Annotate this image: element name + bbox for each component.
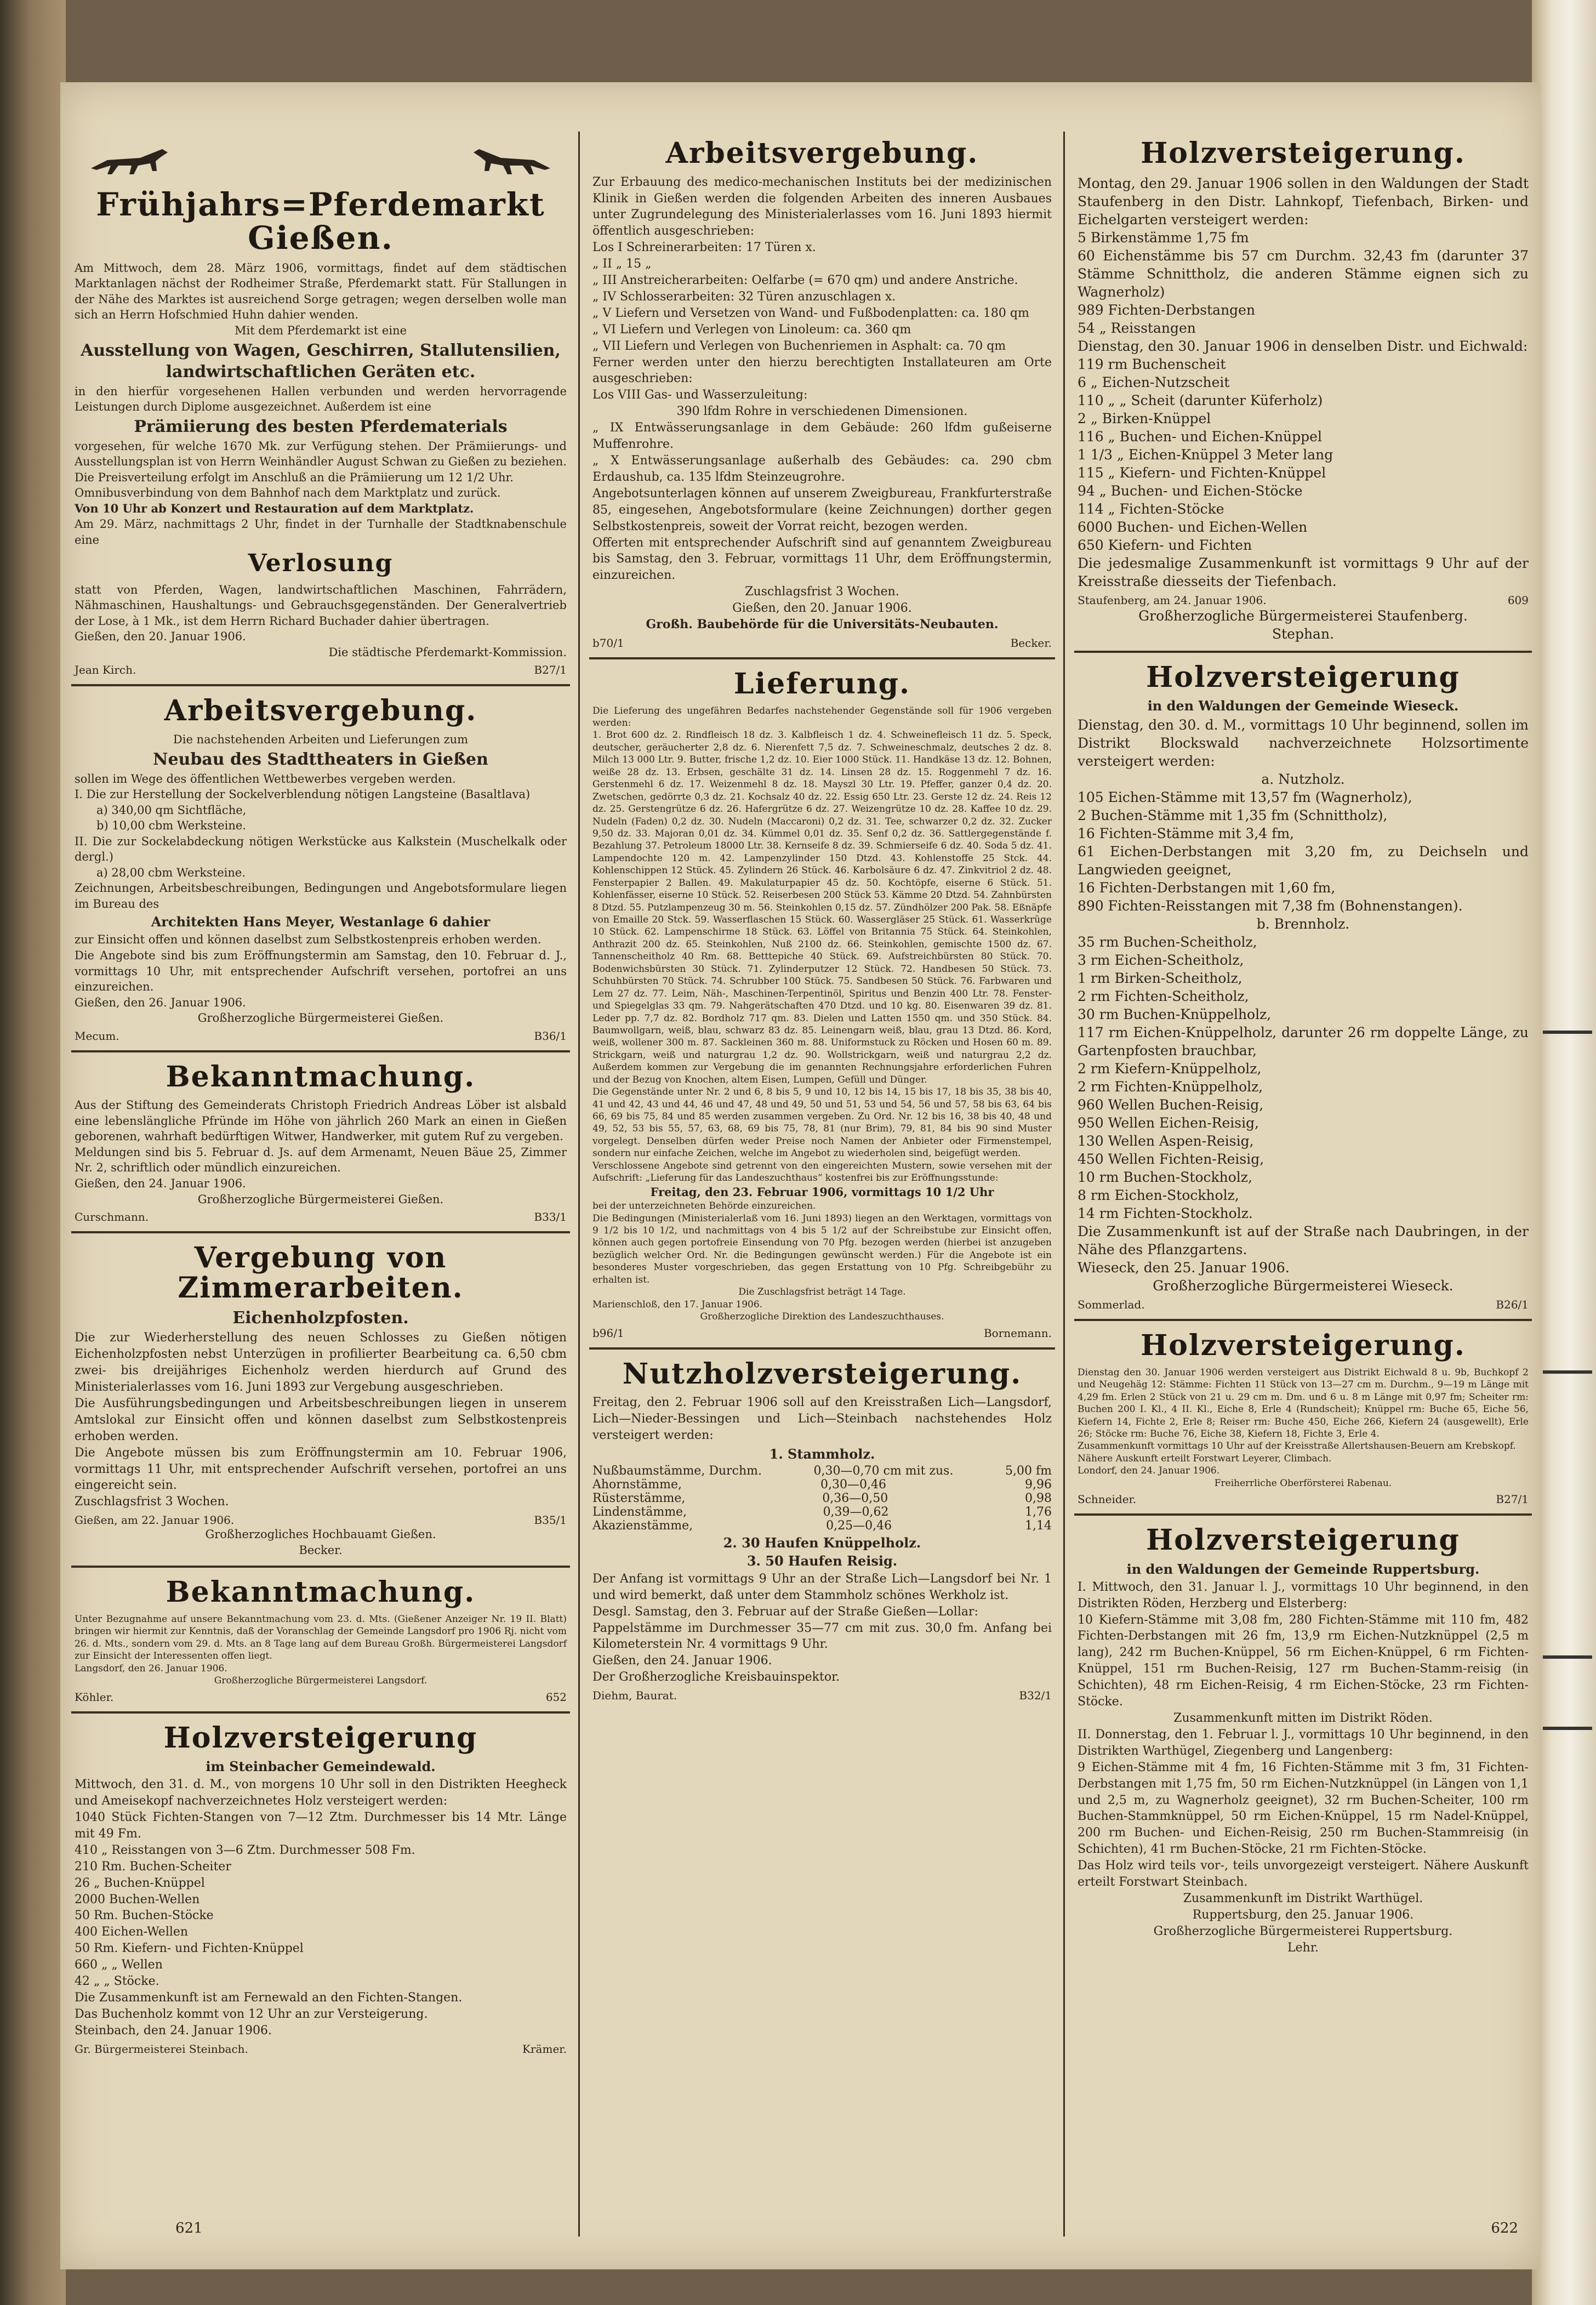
ad-signature: Großh. Baubehörde für die Universitäts-Neubauten. bbox=[646, 617, 999, 632]
ad-list-item: 6000 Buchen- und Eichen-Wellen bbox=[1078, 519, 1308, 535]
table-cell: 0,30—0,46 bbox=[820, 1477, 886, 1492]
ad-text: vorgesehen, für welche 1670 Mk. zur Verfügung stehen. Der Prämiierungs- und Ausstellungsplan ist von Herrn Weinhändler August Schwan zu Gießen zu beziehen. Die Preisverteilung erfolgt im Anschluß an die Prämiierung um 12 1/2 Uhr. bbox=[75, 439, 567, 484]
ad-text: Montag, den 29. Januar 1906 sollen in den Waldungen der Stadt Staufenberg in den Distr. Lahnkopf, Tiefenbach, Birken- und Eichelgarten versteigert werden: bbox=[1078, 175, 1529, 227]
ad-signature: Mecum. bbox=[75, 1029, 119, 1043]
ad-text: Die Bedingungen (Ministerialerlaß vom 16. Juni 1893) liegen an den Werktagen, vormittags von 9 1/2 bis 10 1/2, und nachmittags von 4 bis 5 1/2 auf der Schreibstube zur Einsicht offen, können auch gegen portofreie Einsendung von 70 Pfg. bezogen werden (hierbei ist anzugeben bezüglich welcher Ord. Nr. die Bedingungen gewünscht werden.) Für die Angebote ist ein besonderes Muster vorgeschrieben, das gegen Erstattung von 10 Pfg. Schreibgebühr zu erhalten ist. bbox=[592, 1213, 1052, 1285]
ad-text: 390 lfdm Rohre in verschiedenen Dimensionen. bbox=[676, 405, 968, 419]
ad-subheading: Ausstellung von Wagen, Geschirren, Stallutensilien, bbox=[81, 340, 561, 360]
ad-list-item: „ III Anstreicherarbeiten: Oelfarbe (= 670 qm) und andere Anstriche. bbox=[592, 274, 1018, 288]
ad-list-item: „ V Liefern und Versetzen von Wand- und Fußbodenplatten: ca. 180 qm bbox=[592, 306, 1029, 320]
ad-list-item: 114 „ Fichten-Stöcke bbox=[1078, 500, 1224, 517]
ad-text: Zuschlagsfrist 3 Wochen. bbox=[75, 1495, 229, 1509]
ad-signature: Curschmann. bbox=[75, 1210, 149, 1224]
ad-list-item: 2 rm Fichten-Scheitholz, bbox=[1078, 988, 1249, 1005]
ad-title: Holzversteigerung. bbox=[1141, 1329, 1466, 1363]
ad-title: Bekanntmachung. bbox=[166, 1575, 476, 1609]
ad-list-item: 116 „ Buchen- und Eichen-Knüppel bbox=[1078, 428, 1322, 445]
ad-signature: Großherzogliche Bürgermeisterei Langsdorf. bbox=[214, 1675, 428, 1687]
ad-text: Nähere Auskunft erteilt Forstwart Leyerer, Climbach. bbox=[1078, 1453, 1332, 1464]
ad-list-item: 16 Fichten-Derbstangen mit 1,60 fm, bbox=[1078, 880, 1336, 896]
ad-title: Lieferung. bbox=[733, 667, 911, 701]
table-cell: 0,36—0,50 bbox=[822, 1491, 888, 1505]
ad-text: Zeichnungen, Arbeitsbeschreibungen, Bedingungen und Angebotsformulare liegen im Bureau des bbox=[75, 881, 567, 910]
ad-date: Gießen, den 26. Januar 1906. bbox=[75, 995, 246, 1009]
ad-holz-staufenberg bbox=[1074, 129, 1532, 653]
ad-deadline: Freitag, den 23. Februar 1906, vormittags 10 1/2 Uhr bbox=[650, 1185, 994, 1199]
ad-text: Angebotsunterlagen können auf unserem Zweigbureau, Frankfurterstraße 85, eingesehen, Angebotsformulare (keine Zeichnungen) dorther gegen Selbstkostenpreis, soweit der Vorrat reicht, bezogen werden. bbox=[592, 486, 1052, 533]
ad-list-item: 410 „ Reisstangen von 3—6 Ztm. Durchmesser 508 Fm. bbox=[75, 1843, 415, 1857]
column-rule bbox=[1063, 132, 1065, 2236]
ad-subtitle: Verlosung bbox=[248, 549, 394, 578]
ad-bekanntmachung-langsdorf bbox=[71, 1568, 570, 1713]
ad-text: Zusammenkunft vormittags 10 Uhr auf der Kreisstraße Allertshausen-Beuern am Krebskopf. bbox=[1078, 1441, 1516, 1452]
ad-signature: Köhler. bbox=[75, 1690, 114, 1704]
ad-text: bei der unterzeichneten Behörde einzureichen. bbox=[592, 1200, 816, 1212]
ad-text: Dienstag den 30. Januar 1906 werden versteigert aus Distrikt Eichwald 8 u. 9b, Buchkopf 2 und Neugehäg 12: Stämme: Fichten 11 Stück von 13—27 cm m. Durchm., 9—19 m Länge mit 4,29 fm. Erlen 2 Stück von 21 u. 29 cm m. Dm. und 6 u. 8 m Länge mit 0,97 fm; Scheiter rm: Buchen 200 I. Kl., 4 II. Kl., Eiche 8, Erle 4 (Rundscheit); Knüppel rm: Buche 65, Eiche 56, Kiefern 14, Fichte 2, Erle 8; Reiser rm: Buche 450, Eiche 266, Kiefern 24 (ausgewellt), Erle 26; Stöcke rm: Buche 76, Eiche 38, Kiefern 18, Fichte 3, Erle 4. bbox=[1078, 1367, 1529, 1439]
ad-subheading: Neubau des Stadttheaters in Gießen bbox=[153, 749, 488, 769]
ad-text: Aus der Stiftung des Gemeinderats Christoph Friedrich Andreas Löber ist alsbald eine lebenslängliche Pfründe im Höhe von jährlich 260 Mark an einen in Gießen geborenen, wahrhaft bedürftigen Witwer, Handwerker, mit gutem Ruf zu vergeben. bbox=[75, 1099, 567, 1143]
ad-text: Zuschlagsfrist 3 Wochen. bbox=[745, 585, 899, 599]
ad-list-item: I. Die zur Herstellung der Sockelverblendung nötigen Langsteine (Basaltlava) bbox=[75, 788, 531, 801]
ad-bekanntmachung-stiftung bbox=[71, 1052, 570, 1233]
ad-list-item: 6 „ Eichen-Nutzscheit bbox=[1078, 374, 1230, 390]
horse-icon bbox=[468, 138, 556, 182]
ad-list-item: 3 rm Eichen-Scheitholz, bbox=[1078, 952, 1244, 969]
table-cell: Rüsterstämme, bbox=[592, 1491, 686, 1505]
table-cell: 0,39—0,62 bbox=[823, 1505, 889, 1519]
column-2 bbox=[589, 129, 1055, 2247]
ad-code: B26/1 bbox=[1496, 1298, 1529, 1312]
ad-signature: Großherzogliche Direktion des Landeszuchthauses. bbox=[700, 1311, 944, 1323]
ad-code: b70/1 bbox=[592, 636, 624, 650]
page-number: 621 bbox=[175, 2220, 203, 2236]
table-row bbox=[592, 1478, 1052, 1492]
ad-lieferung bbox=[589, 659, 1055, 1350]
column-rule bbox=[578, 132, 580, 2236]
ad-list-item: 30 rm Buchen-Knüppelholz, bbox=[1078, 1006, 1272, 1023]
ad-code: B27/1 bbox=[534, 663, 567, 677]
ad-text: Zur Erbauung des medico-mechanischen Instituts bei der medizinischen Klinik in Gießen werden die folgenden Arbeiten des inneren Ausbaues unter Zugrundelegung des Ministerialerlasses vom 16. Juni 1893 hiermit öffentlich ausgeschrieben: bbox=[592, 175, 1052, 238]
ad-list-item: 110 „ „ Scheit (darunter Küferholz) bbox=[1078, 392, 1323, 408]
ad-code: B36/1 bbox=[534, 1029, 567, 1043]
next-page-edge bbox=[1532, 0, 1596, 2305]
ad-subheading: Eichenholzpfosten. bbox=[232, 1308, 409, 1328]
ad-list-item: 16 Fichten-Stämme mit 3,4 fm, bbox=[1078, 826, 1295, 842]
ad-subheading: b. Brennholz. bbox=[1256, 916, 1350, 932]
ad-list-item: 450 Wellen Fichten-Reisig, bbox=[1078, 1151, 1264, 1168]
ad-list-item: „ II „ 15 „ bbox=[592, 257, 652, 271]
ad-arbeitsvergebung-theater bbox=[71, 686, 570, 1052]
ad-text: Unter Bezugnahme auf unsere Bekanntmachung vom 23. d. Mts. (Gießener Anzeiger Nr. 19 II. Blatt) bringen wir hiermit zur Kenntnis, daß der Voranschlag der Gemeinde Langsdorf pro 1906 Rj. nicht vom 26. d. Mts., sondern vom 29. d. Mts. an 8 Tage lang auf dem Bureau Großh. Bürgermeisterei Langsdorf zur Einsicht der Interessenten offen liegt. bbox=[75, 1613, 567, 1662]
ad-subheading: landwirtschaftlichen Geräten etc. bbox=[166, 362, 476, 382]
ad-signature: Becker. bbox=[1010, 636, 1052, 650]
ad-list-item: 5 Birkenstämme 1,75 fm bbox=[1078, 229, 1249, 246]
ad-text: Freitag, den 2. Februar 1906 soll auf den Kreisstraßen Lich—Langsdorf, Lich—Nieder-Bessingen und Lich—Steinbach nachstehendes Holz versteigert werden: bbox=[592, 1396, 1052, 1442]
ad-text: Die Angebote müssen bis zum Eröffnungstermin am 10. Februar 1906, vormittags 11 Uhr, mit entsprechender Aufschrift versehen, portofrei an uns eingereicht sein. bbox=[75, 1445, 567, 1493]
table-cell: 0,25—0,46 bbox=[826, 1518, 892, 1533]
table-row bbox=[592, 1519, 1052, 1533]
ad-code: b96/1 bbox=[592, 1326, 624, 1340]
ad-date: Staufenberg, am 24. Januar 1906. bbox=[1078, 593, 1267, 607]
newspaper-page bbox=[60, 82, 1540, 2269]
ad-signature: Freiherrliche Oberförsterei Rabenau. bbox=[1214, 1477, 1392, 1489]
ad-subheading: Architekten Hans Meyer, Westanlage 6 dahier bbox=[151, 914, 491, 930]
ad-text: „ IX Entwässerungsanlage in dem Gebäude: 260 lfdm gußeiserne Muffenrohre. bbox=[592, 421, 1052, 452]
ad-list-item: 10 rm Buchen-Stockholz, bbox=[1078, 1169, 1252, 1186]
ad-date: Ruppertsburg, den 25. Januar 1906. bbox=[1192, 1908, 1414, 1922]
ad-title: Nutzholzversteigerung. bbox=[622, 1357, 1022, 1391]
ad-list-item: 400 Eichen-Wellen bbox=[75, 1925, 189, 1939]
ad-title: Vergebung von Zimmerarbeiten. bbox=[178, 1241, 464, 1305]
ad-title: Holzversteigerung bbox=[1146, 1523, 1460, 1557]
ad-list-item: „ IV Schlosserarbeiten: 32 Türen anzuschlagen x. bbox=[592, 289, 896, 304]
ad-text: Ferner werden unter den hierzu berechtigten Installateuren am Orte ausgeschrieben: bbox=[592, 355, 1052, 386]
ad-list-item: „ VII Liefern und Verlegen von Buchenriemen in Asphalt: ca. 70 qm bbox=[592, 339, 1006, 353]
ad-list-item: 1040 Stück Fichten-Stangen von 7—12 Ztm. Durchmesser bis 14 Mtr. Länge mit 49 Fm. bbox=[75, 1811, 567, 1841]
ad-title: Arbeitsvergebung. bbox=[665, 136, 979, 170]
ad-text: Zusammenkunft im Distrikt Warthügel. bbox=[1183, 1891, 1423, 1905]
ad-title: Holzversteigerung bbox=[1146, 660, 1460, 694]
ad-text: Die Angebote sind bis zum Eröffnungstermin am Samstag, den 10. Februar d. J., vormittags 10 Uhr, mit entsprechender Aufschrift versehen, portofrei an uns einzureichen. bbox=[75, 948, 567, 994]
ad-text: sollen im Wege des öffentlichen Wettbewerbes vergeben werden. bbox=[75, 772, 456, 786]
ad-text: Am Mittwoch, dem 28. März 1906, vormittags, findet auf dem städtischen Marktanlagen nächst der Rodheimer Straße, Pferdemarkt statt. Für Stallungen in der Nähe des Marktes ist ausreichend Sorge getragen; wegen derselben wolle man sich an Herrn Hofschmied Huhn dahier wenden. bbox=[75, 261, 567, 322]
table-cell: Akazienstämme, bbox=[592, 1518, 693, 1533]
ad-signature: Diehm, Baurat. bbox=[592, 1689, 677, 1703]
table-cell: 1,76 bbox=[1025, 1505, 1052, 1519]
ad-signature: Jean Kirch. bbox=[75, 663, 136, 677]
ad-code: B35/1 bbox=[534, 1513, 567, 1527]
ad-text: Das Holz wird teils vor-, teils unvorgezeigt versteigert. Nähere Auskunft erteilt Forstwart Steinbach. bbox=[1078, 1859, 1529, 1889]
ad-list-item: 61 Eichen-Derbstangen mit 3,20 fm, zu Deichseln und Langwieden geeignet, bbox=[1078, 844, 1529, 878]
table-row bbox=[592, 1464, 1052, 1478]
ad-text: 10 Kiefern-Stämme mit 3,08 fm, 280 Fichten-Stämme mit 110 fm, 482 Fichten-Derbstangen mit 26 fm, 13,9 rm Eichen-Nutzknüppel (2,5 m lang), 242 rm Buchen-Knüppel, 56 rm Eichen-Knüppel, 6 rm Fichten-Knüppel, 151 rm Buchen-Reisig, 127 rm Buchen-Stamm-reisig (in Schichten), 48 rm Eichen-Reisig, 4 rm Eichen-Stöcke, 23 rm Fichten-Stöcke. bbox=[1078, 1613, 1529, 1709]
ad-signature: Gr. Bürgermeisterei Steinbach. bbox=[75, 2042, 248, 2056]
ad-list-item: II. Die zur Sockelabdeckung nötigen Werkstücke aus Kalkstein (Muschelkalk oder dergl.) bbox=[75, 834, 567, 864]
ad-text: Das Buchenholz kommt von 12 Uhr an zur Versteigerung. bbox=[75, 2007, 428, 2021]
ad-text: Die Lieferung des ungefähren Bedarfes nachstehender Gegenstände soll für 1906 vergeben werden: bbox=[592, 705, 1052, 729]
table-cell: Ahornstämme, bbox=[592, 1477, 682, 1492]
ad-subheading: 1. Stammholz. bbox=[769, 1445, 875, 1462]
ad-code: 652 bbox=[545, 1690, 567, 1704]
ad-text: in den hierfür vorgesehenen Hallen verbunden und werden hervorragende Leistungen durch Diplome ausgezeichnet. Außerdem ist eine bbox=[75, 384, 567, 414]
ad-date: Gießen, den 20. Januar 1906. bbox=[732, 601, 912, 616]
ad-text: Los VIII Gas- und Wasserzuleitung: bbox=[592, 388, 808, 402]
ad-subheading: 3. 50 Haufen Reisig. bbox=[746, 1552, 898, 1569]
ad-text: Dienstag, den 30. d. M., vormittags 10 Uhr beginnend, sollen im Distrikt Blockswald nachverzeichnete Holzsortimente versteigert werden: bbox=[1078, 717, 1529, 770]
ad-text: Verschlossene Angebote sind getrennt von den eingereichten Mustern, sowie versehen mit der Aufschrift: „Lieferung für das Landeszuchthaus“ kostenfrei bis zur Eröffnungsstunde: bbox=[592, 1160, 1052, 1184]
ad-text: Die Zuschlagsfrist beträgt 14 Tage. bbox=[738, 1287, 906, 1298]
ad-list-item: 2 „ Birken-Knüppel bbox=[1078, 410, 1211, 426]
ad-list-item: Los I Schreinerarbeiten: 17 Türen x. bbox=[592, 241, 816, 255]
ad-date: Steinbach, den 24. Januar 1906. bbox=[75, 2023, 272, 2037]
ad-list-item: 94 „ Buchen- und Eichen-Stöcke bbox=[1078, 482, 1303, 499]
ad-date: Londorf, den 24. Januar 1906. bbox=[1078, 1465, 1220, 1477]
ad-list-item: 50 Rm. Kiefern- und Fichten-Knüppel bbox=[75, 1942, 304, 1956]
ad-text: statt von Pferden, Wagen, landwirtschaftlichen Maschinen, Fahrrädern, Nähmaschinen, Haushaltungs- und Gebrauchsgegenständen. Der Generalvertrieb der Lose, à 1 Mk., ist dem Herrn Richard Buchader dahier übertragen. bbox=[75, 583, 567, 628]
ad-signature: Stephan. bbox=[1272, 625, 1335, 642]
ad-signature: Der Großherzogliche Kreisbauinspektor. bbox=[592, 1670, 840, 1684]
ad-list-item: 1 rm Birken-Scheitholz, bbox=[1078, 970, 1242, 987]
ad-list-item: a) 340,00 qm Sichtfläche, bbox=[96, 803, 247, 817]
ad-text: Die Gegenstände unter Nr. 2 und 6, 8 bis 5, 9 und 10, 12 bis 14, 15 bis 17, 18 bis 35, 38 bis 40, 41 und 42, 43 und 44, 46 und 47, 48 und 49, 50 und 51, 53 und 54, 56 und 57, 58 bis 63, 64 bis 66, 69 bis 75, 84 und 85 werden zusammen vergeben. Zu Ord. Nr. 12 bis 16, 38 bis 40, 48 und 49, 52, 53 bis 55, 57, 63, 68, 69 bis 75, 78, 81 (nur Brim), 79, 81, 84 bis 90 sind Muster vorgelegt. Denselben dürfen weder Preise noch Namen der Anbieter oder Firmenstempel, sondern nur einfache Zeichen, welche im Angebot zu wiederholen sind, beigefügt werden. bbox=[592, 1086, 1052, 1159]
ad-list-item: 960 Wellen Buchen-Reisig, bbox=[1078, 1097, 1264, 1113]
table-row bbox=[592, 1505, 1052, 1519]
ad-list-item: „ VI Liefern und Verlegen von Linoleum: ca. 360 qm bbox=[592, 322, 911, 337]
ad-list-item: 42 „ „ Stöcke. bbox=[75, 1974, 159, 1989]
ad-date: Langsdorf, den 26. Januar 1906. bbox=[75, 1663, 227, 1674]
ad-list-item: 1 1/3 „ Eichen-Knüppel 3 Meter lang bbox=[1078, 446, 1333, 463]
ad-holz-ruppertsburg bbox=[1074, 1516, 1532, 1963]
ad-pferdemarkt bbox=[71, 129, 570, 686]
ad-text: 9 Eichen-Stämme mit 4 fm, 16 Fichten-Stämme mit 3 fm, 31 Fichten-Derbstangen mit 1,75 fm, 50 rm Eichen-Nutzknüppel (in Längen von 1,1 und 2,5 m, zu Wagnerholz geeignet), 32 rm Buchen-Scheiter, 100 rm Buchen-Stammknüppel, 50 rm Eichen-Knüppel, 15 rm Nadel-Knüppel, 200 rm Buchen- und Eichen-Reisig, 250 rm Buchen-Stammreisig (in Schichten), 41 rm Buchen-Stöcke, 21 rm Fichten-Stöcke. bbox=[1078, 1760, 1529, 1857]
ad-list-item: 26 „ Buchen-Knüppel bbox=[75, 1876, 205, 1890]
ad-text: Die Ausführungsbedingungen und Arbeitsbeschreibungen liegen in unserem Amtslokal zur Einsicht offen und können daselbst zum Selbstkostenpreis erhoben werden. bbox=[75, 1396, 567, 1443]
table-cell: 1,14 bbox=[1025, 1518, 1052, 1533]
ad-list-item: 119 rm Buchenscheit bbox=[1078, 356, 1226, 372]
ad-signature: Bornemann. bbox=[983, 1326, 1052, 1340]
table-cell: 0,30—0,70 cm mit zus. bbox=[813, 1464, 954, 1478]
ad-text: Dienstag, den 30. Januar 1906 in denselben Distr. und Eichwald: bbox=[1078, 338, 1528, 354]
ad-list-item: 950 Wellen Eichen-Reisig, bbox=[1078, 1115, 1259, 1131]
ad-arbeitsvergebung-klinik bbox=[589, 129, 1055, 659]
book-spine bbox=[0, 0, 66, 2305]
column-3 bbox=[1074, 129, 1532, 2247]
ad-date: Gießen, den 20. Januar 1906. bbox=[75, 630, 246, 644]
table-row bbox=[592, 1492, 1052, 1505]
ad-date: Wieseck, den 25. Januar 1906. bbox=[1078, 1260, 1290, 1276]
ad-signature: Lehr. bbox=[1287, 1940, 1319, 1955]
ad-text: 1. Brot 600 dz. 2. Rindfleisch 18 dz. 3. Kalbfleisch 1 dz. 4. Schweinefleisch 11 dz. 5. Speck, deutscher, geräucherter 2,8 dz. 6. Nierenfett 7,5 dz. 7. Schweineschmalz, deutsches 2 dz. 8. Milch 13 000 Ltr. 9. Butter, frische 1,2 dz. 10. Eier 1000 Stück. 11. Handkäse 13 dz. 12. Bohnen, weiße 28 dz. 13. Erbsen, geschälte 31 dz. 14. Linsen 28 dz. 15. Roggenmehl 7 dz. 16. Gerstenmehl 6 dz. 17. Weizenmehl 8 dz. 18. Mayszl 30 Ltr. 19. Pfeffer, ganzer 0,4 dz. 20. Zwetschen, gedörrte 0,3 dz. 21. Kochsalz 40 dz. 22. Essig 650 Ltr. 23. Gerste 12 dz. 24. Reis 12 dz. 25. Gerstengrütze 6 dz. 26. Hafergrütze 6 dz. 27. Weizengrütze 10 dz. 28. Kaffee 10 dz. 29. Nudeln (Faden) 0,2 dz. 30. Nudeln (Maccaroni) 0,2 dz. 31. Tee, schwarzer 0,2 dz. 32. Zucker 9,50 dz. 33. Majoran 0,01 dz. 34. Kümmel 0,01 dz. 35. Senf 0,2 dz. 36. Sattlergegenstände f. Bezahlung 37. Petroleum 18000 Ltr. 38. Kernseife 8 dz. 39. Schmierseife 6 dz. 40. Soda 5 dz. 41. Lampendochte 120 m. 42. Lampenzylinder 150 Dtzd. 43. Kohlenstoffe 25 Stck. 44. Kohlenschippen 12 Stück. 45. Zylindern 26 Stück. 46. Karbolsäure 6 dz. 47. Zinkvitriol 2 dz. 48. Fensterpapier 2 Ballen. 49. Makulaturpapier 45 dz. 50. Kochtöpfe, eiserne 6 Stück. 51. Kohlenfässer, eiserne 10 Stück. 52. Reiserbesen 200 Stück 53. Kämme 20 Dtzd. 54. Zahnbürsten 8 Dtzd. 55. Putzlampenzeug 30 m. 56. Steinkohlen 0,15 dz. 57. Zündhölzer 200 Pak. 58. Eßnäpfe von Emaille 20 Stck. 59. Wasserflaschen 15 Stück. 60. Wassergläser 25 Stück. 61. Wasserkrüge 10 Stück. 62. Lampenschirme 18 Stück. 63. Löffel von Britannia 75 Stück. 64. Steinkohlen, Anthrazit 200 dz. 65. Steinkohlen, Nuß 2100 dz. 66. Steinkohlen, gemischte 1500 dz. 67. Tannenscheitholz 40 Rm. 68. Betttepiche 40 Stück. 69. Aufstreichbürsten 80 Stück. 70. Bodenwichsbürsten 30 Stück. 71. Zylinderputzer 12 Stück. 72. Handbesen 50 Stück. 73. Schuhbürsten 70 Stück. 74. Schrubber 100 Stück. 75. Sandbesen 50 Stück. 76. Farbwaren und Lem 27 dz. 77. Leim, Näh-, Maschinen-Terpentinöl, Spiritus und Benzin 400 Ltr. 78. Fenster- und Spiegelglas 33 qm. 79. Nahgerätschaften 470 Dtzd. und 10 kg. 80. Eisenwaren 39 dz. 81. Leder pp. 7,7 dz. 82. Bordholz 717 qm. 83. Dielen und Latten 1550 qm. und 350 Stück. 84. Baumwollgarn, weiß, blau, schwarz 83 dz. 85. Leinengarn weiß, blau, grau 13 Dtzd. 86. Kord, weiß, wollener 300 m. 87. Sackleinen 360 m. 88. Uniformstuck zu Röcken und Hosen 60 m. 89. Strickgarn, weiß und naturgrau 1,2 dz. 90. Wollstrickgarn, weiß und naturgrau 2,2 dz. Außerdem kommen zur Vergebung die im genannten Rechnungsjahre erforderlichen Fuhren und der Bezug von Knochen, altem Eisen, Lumpen, Gefüll und Dünger. bbox=[592, 730, 1052, 1085]
ad-text: Die Zusammenkunft ist am Fernewald an den Fichten-Stangen. bbox=[75, 1990, 463, 2005]
ad-nutzholz bbox=[589, 1350, 1055, 1710]
ad-signature: Großherzogliche Bürgermeisterei Staufenberg. bbox=[1138, 607, 1468, 624]
ad-title: Arbeitsvergebung. bbox=[164, 694, 477, 728]
ad-list-item: 8 rm Eichen-Stockholz, bbox=[1078, 1187, 1239, 1204]
table-cell: 9,96 bbox=[1025, 1477, 1052, 1492]
ad-list-item: 14 rm Fichten-Stockholz. bbox=[1078, 1205, 1253, 1222]
ad-list-item: 2 rm Fichten-Knüppelholz, bbox=[1078, 1079, 1263, 1095]
ad-list-item: 54 „ Reisstangen bbox=[1078, 320, 1196, 336]
ad-title: Frühjahrs=Pferdemarkt Gießen. bbox=[96, 186, 545, 257]
table-cell: 5,00 fm bbox=[1005, 1464, 1052, 1478]
ad-signature: Krämer. bbox=[522, 2042, 567, 2056]
table-cell: 0,98 bbox=[1025, 1491, 1052, 1505]
ad-subheading: im Steinbacher Gemeindewald. bbox=[206, 1758, 436, 1775]
ad-text: Zusammenkunft mitten im Distrikt Röden. bbox=[1173, 1711, 1433, 1725]
ad-date: Marienschloß, den 17. Januar 1906. bbox=[592, 1299, 763, 1310]
ad-list-item: 130 Wellen Aspen-Reisig, bbox=[1078, 1133, 1254, 1149]
ad-text: Omnibusverbindung von dem Bahnhof nach dem Marktplatz und zurück. bbox=[75, 486, 501, 500]
ad-list-item: 650 Kiefern- und Fichten bbox=[1078, 537, 1252, 553]
ad-text: Der Anfang ist vormittags 9 Uhr an der Straße Lich—Langsdorf bei Nr. 1 und wird bemerkt, daß unter dem Stammholz schönes Werkholz ist. bbox=[592, 1572, 1052, 1602]
ad-text: Mit dem Pferdemarkt ist eine bbox=[234, 323, 407, 337]
ad-list-item: 50 Rm. Buchen-Stöcke bbox=[75, 1909, 214, 1923]
ad-subheading: in den Waldungen der Gemeinde Ruppertsburg. bbox=[1126, 1561, 1480, 1577]
ad-text: Am 29. März, nachmittags 2 Uhr, findet in der Turnhalle der Stadtknabenschule eine bbox=[75, 517, 567, 547]
ad-title: Holzversteigerung. bbox=[1141, 136, 1466, 170]
ad-list-item: a) 28,00 cbm Werksteine. bbox=[96, 866, 246, 879]
ad-list-item: 117 rm Eichen-Knüppelholz, darunter 26 rm doppelte Länge, zu Gartenpfosten brauchbar, bbox=[1078, 1025, 1529, 1059]
horse-vignettes bbox=[75, 135, 567, 185]
ad-list-item: 660 „ „ Wellen bbox=[75, 1958, 163, 1972]
ad-code: B27/1 bbox=[1496, 1493, 1529, 1506]
ad-list-item: 60 Eichenstämme bis 57 cm Durchm. 32,43 fm (darunter 37 Stämme Schnittholz, die anderen Stämme eignen sich zu Wagnerholz) bbox=[1078, 247, 1529, 300]
ad-subheading: in den Waldungen der Gemeinde Wieseck. bbox=[1147, 698, 1459, 714]
ad-text: zur Einsicht offen und können daselbst zum Selbstkostenpreis erhoben werden. bbox=[75, 933, 542, 947]
ad-code: B32/1 bbox=[1019, 1689, 1052, 1703]
ad-holz-wieseck bbox=[1074, 653, 1532, 1322]
ad-code: 609 bbox=[1507, 593, 1529, 607]
ad-text: Von 10 Uhr ab Konzert und Restauration auf dem Marktplatz. bbox=[75, 501, 474, 515]
table-cell: Nußbaumstämme, Durchm. bbox=[592, 1464, 762, 1478]
ad-signature: Schneider. bbox=[1078, 1493, 1137, 1506]
ad-subheading: Prämiierung des besten Pferdematerials bbox=[134, 417, 508, 436]
ad-text: II. Donnerstag, den 1. Februar l. J., vormittags 10 Uhr beginnend, in den Distrikten Warthügel, Ziegenberg und Langenberg: bbox=[1078, 1727, 1529, 1758]
ad-list-item: 2000 Buchen-Wellen bbox=[75, 1892, 200, 1906]
ad-signature: Becker. bbox=[299, 1543, 343, 1557]
ad-date: Gießen, am 22. Januar 1906. bbox=[75, 1513, 235, 1527]
ad-signature: Sommerlad. bbox=[1078, 1298, 1145, 1312]
ad-list-item: 35 rm Buchen-Scheitholz, bbox=[1078, 934, 1257, 951]
ad-text: Meldungen sind bis 5. Februar d. Js. auf dem Armenamt, Neuen Bäue 25, Zimmer Nr. 2, schriftlich oder mündlich einzureichen. bbox=[75, 1145, 567, 1175]
ad-date: Gießen, den 24. Januar 1906. bbox=[75, 1177, 246, 1191]
ad-subheading: a. Nutzholz. bbox=[1261, 771, 1345, 788]
ad-holz-steinbach bbox=[71, 1714, 570, 2063]
ad-holz-rabenau bbox=[1074, 1321, 1532, 1516]
ad-signature: Großherzogliche Bürgermeisterei Gießen. bbox=[197, 1192, 444, 1206]
ad-text: Mittwoch, den 31. d. M., von morgens 10 Uhr soll in den Distrikten Heegheck und Ameisekopf nachverzeichnetes Holz versteigert werden: bbox=[75, 1778, 567, 1808]
ad-text: Die nachstehenden Arbeiten und Lieferungen zum bbox=[173, 732, 469, 746]
ad-title: Holzversteigerung bbox=[163, 1721, 478, 1755]
ad-text: Offerten mit entsprechender Aufschrift sind auf genanntem Zweigbureau bis Samstag, den 3. Februar, vormittags 11 Uhr, dem Eröffnungstermin, einzureichen. bbox=[592, 536, 1052, 583]
ad-text: Desgl. Samstag, den 3. Februar auf der Straße Gießen—Lollar: bbox=[592, 1604, 978, 1619]
column-1 bbox=[71, 129, 570, 2247]
page-number: 622 bbox=[1491, 2220, 1518, 2236]
ad-text: „ X Entwässerungsanlage außerhalb des Gebäudes: ca. 290 cbm Erdaushub, ca. 135 lfdm Steinzeugrohre. bbox=[592, 454, 1052, 484]
ad-list-item: 989 Fichten-Derbstangen bbox=[1078, 301, 1256, 318]
ad-list-item: b) 10,00 cbm Werksteine. bbox=[96, 819, 246, 833]
ad-text: I. Mittwoch, den 31. Januar l. J., vormittags 10 Uhr beginnend, in den Distrikten Röden, Herzberg und Elsterberg: bbox=[1078, 1580, 1529, 1610]
ad-code: B33/1 bbox=[534, 1210, 567, 1224]
ad-list-item: 890 Fichten-Reisstangen mit 7,38 fm (Bohnenstangen). bbox=[1078, 898, 1463, 914]
ad-subheading: 2. 30 Haufen Knüppelholz. bbox=[723, 1534, 921, 1551]
ad-list-item: 210 Rm. Buchen-Scheiter bbox=[75, 1859, 231, 1874]
table-cell: Lindenstämme, bbox=[592, 1505, 687, 1519]
ad-title: Bekanntmachung. bbox=[166, 1060, 476, 1094]
ad-text: Pappelstämme im Durchmesser 35—77 cm mit zus. 30,0 fm. Anfang bei Kilometerstein Nr. 4 vormittags 9 Uhr. bbox=[592, 1621, 1052, 1652]
ad-text: Die Zusammenkunft ist auf der Straße nach Daubringen, in der Nähe des Pflanzgartens. bbox=[1078, 1223, 1529, 1258]
ad-signature: Großherzogliche Bürgermeisterei Gießen. bbox=[197, 1011, 444, 1025]
ad-signature: Großherzogliche Bürgermeisterei Ruppertsburg. bbox=[1153, 1924, 1453, 1938]
ad-list-item: 2 Buchen-Stämme mit 1,35 fm (Schnittholz), bbox=[1078, 807, 1388, 824]
ad-date: Gießen, den 24. Januar 1906. bbox=[592, 1654, 772, 1668]
ad-list-item: 105 Eichen-Stämme mit 13,57 fm (Wagnerholz), bbox=[1078, 789, 1412, 806]
ad-signature: Großherzogliches Hochbauamt Gießen. bbox=[205, 1528, 436, 1541]
ad-zimmerarbeiten bbox=[71, 1233, 570, 1568]
ad-list-item: 115 „ Kiefern- und Fichten-Knüppel bbox=[1078, 464, 1326, 481]
ad-list-item: 2 rm Kiefern-Knüppelholz, bbox=[1078, 1061, 1262, 1077]
ad-signature: Großherzogliche Bürgermeisterei Wieseck. bbox=[1153, 1278, 1454, 1294]
horse-icon bbox=[86, 138, 173, 182]
ad-text: Die jedesmalige Zusammenkunft ist vormittags 9 Uhr auf der Kreisstraße diesseits der Tiefenbach. bbox=[1078, 555, 1529, 589]
ad-signature: Die städtische Pferdemarkt-Kommission. bbox=[328, 645, 567, 659]
ad-text: Die zur Wiederherstellung des neuen Schlosses zu Gießen nötigen Eichenholzpfosten nebst Unterzügen in profilierter Bearbeitung ca. 6,50 cbm zwei- bis dreijähriges Eichenholz werden hierdurch auf Grund des Ministerialerlasses vom 16. Juni 1893 zur Vergebung ausgeschrieben. bbox=[75, 1331, 567, 1395]
